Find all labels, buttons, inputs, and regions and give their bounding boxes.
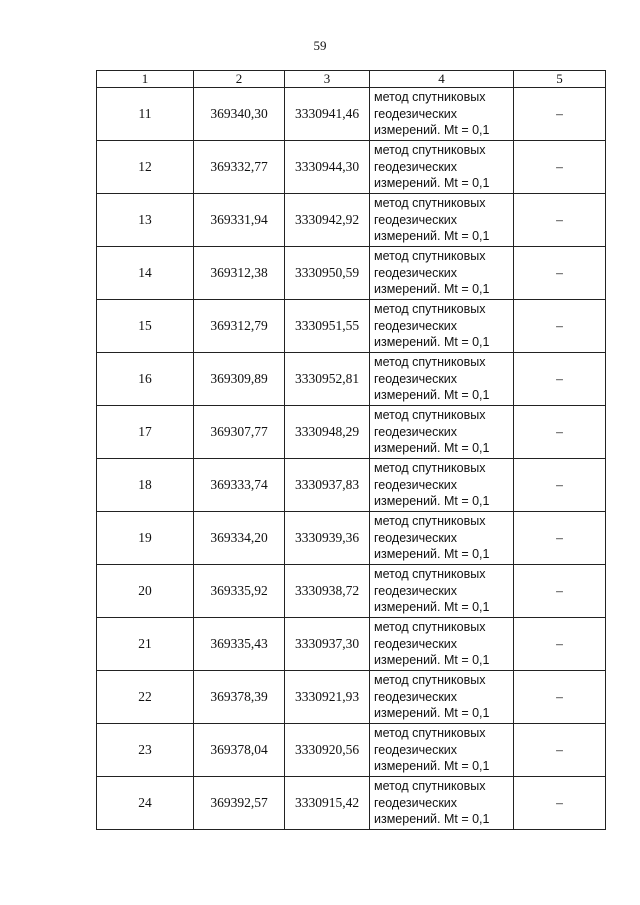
column-5-cell: – (514, 141, 606, 194)
method-line: метод спутниковых (374, 302, 486, 317)
table-row (97, 724, 606, 777)
x-coordinate-cell: 369307,77 (194, 406, 285, 459)
point-number-cell: 20 (97, 565, 194, 618)
table-row (97, 565, 606, 618)
method-line: геодезических (374, 742, 458, 757)
y-coordinate-cell: 3330942,92 (285, 194, 370, 247)
method-line: измерений. Mt = 0,1 (374, 653, 490, 668)
method-cell (370, 247, 514, 300)
method-line: геодезических (374, 371, 458, 386)
x-coordinate-cell: 369340,30 (194, 88, 285, 141)
x-coordinate-cell: 369335,92 (194, 565, 285, 618)
method-line: геодезических (374, 689, 458, 704)
method-cell (370, 724, 514, 777)
point-number-cell: 19 (97, 512, 194, 565)
method-line: измерений. Mt = 0,1 (374, 123, 490, 138)
column-5-cell: – (514, 406, 606, 459)
method-line: измерений. Mt = 0,1 (374, 494, 490, 509)
y-coordinate-cell: 3330950,59 (285, 247, 370, 300)
table-row (97, 141, 606, 194)
point-number-cell: 14 (97, 247, 194, 300)
column-5-cell: – (514, 724, 606, 777)
method-cell (370, 141, 514, 194)
x-coordinate-cell: 369378,39 (194, 671, 285, 724)
method-line: геодезических (374, 636, 458, 651)
method-line: геодезических (374, 424, 458, 439)
column-5-cell: – (514, 459, 606, 512)
method-line: геодезических (374, 583, 458, 598)
point-number-cell: 21 (97, 618, 194, 671)
x-coordinate-cell: 369378,04 (194, 724, 285, 777)
column-5-cell: – (514, 88, 606, 141)
x-coordinate-cell: 369392,57 (194, 777, 285, 830)
point-number-cell: 23 (97, 724, 194, 777)
method-cell (370, 88, 514, 141)
method-line: измерений. Mt = 0,1 (374, 176, 490, 191)
y-coordinate-cell: 3330921,93 (285, 671, 370, 724)
method-line: метод спутниковых (374, 514, 486, 529)
header-col-5: 5 (514, 71, 606, 88)
point-number-cell: 12 (97, 141, 194, 194)
column-5-cell: – (514, 300, 606, 353)
y-coordinate-cell: 3330951,55 (285, 300, 370, 353)
method-line: метод спутниковых (374, 249, 486, 264)
y-coordinate-cell: 3330941,46 (285, 88, 370, 141)
page-number: 59 (313, 38, 327, 53)
method-line: измерений. Mt = 0,1 (374, 706, 490, 721)
method-line: метод спутниковых (374, 620, 486, 635)
x-coordinate-cell: 369335,43 (194, 618, 285, 671)
x-coordinate-cell: 369312,38 (194, 247, 285, 300)
method-cell (370, 671, 514, 724)
header-col-2: 2 (194, 71, 285, 88)
method-line: геодезических (374, 318, 458, 333)
table-row (97, 459, 606, 512)
column-5-cell: – (514, 512, 606, 565)
column-5-cell: – (514, 671, 606, 724)
table-row (97, 247, 606, 300)
method-line: геодезических (374, 106, 458, 121)
table-row (97, 406, 606, 459)
coordinates-table (96, 70, 606, 830)
point-number-cell: 13 (97, 194, 194, 247)
point-number-cell: 22 (97, 671, 194, 724)
point-number-cell: 11 (97, 88, 194, 141)
method-cell (370, 353, 514, 406)
method-line: измерений. Mt = 0,1 (374, 600, 490, 615)
column-5-cell: – (514, 353, 606, 406)
column-5-cell: – (514, 194, 606, 247)
method-line: метод спутниковых (374, 726, 486, 741)
table-row (97, 671, 606, 724)
method-line: измерений. Mt = 0,1 (374, 335, 490, 350)
y-coordinate-cell: 3330937,83 (285, 459, 370, 512)
method-line: геодезических (374, 477, 458, 492)
method-line: измерений. Mt = 0,1 (374, 282, 490, 297)
method-line: измерений. Mt = 0,1 (374, 812, 490, 827)
header-row (97, 71, 606, 88)
column-5-cell: – (514, 618, 606, 671)
method-line: измерений. Mt = 0,1 (374, 388, 490, 403)
method-cell (370, 565, 514, 618)
x-coordinate-cell: 369309,89 (194, 353, 285, 406)
method-cell (370, 406, 514, 459)
method-line: метод спутниковых (374, 90, 486, 105)
x-coordinate-cell: 369332,77 (194, 141, 285, 194)
x-coordinate-cell: 369334,20 (194, 512, 285, 565)
method-line: геодезических (374, 212, 458, 227)
y-coordinate-cell: 3330937,30 (285, 618, 370, 671)
y-coordinate-cell: 3330952,81 (285, 353, 370, 406)
method-line: измерений. Mt = 0,1 (374, 547, 490, 562)
y-coordinate-cell: 3330948,29 (285, 406, 370, 459)
y-coordinate-cell: 3330938,72 (285, 565, 370, 618)
table-header (97, 71, 606, 88)
method-line: метод спутниковых (374, 673, 486, 688)
method-line: геодезических (374, 159, 458, 174)
method-line: метод спутниковых (374, 143, 486, 158)
method-cell (370, 459, 514, 512)
y-coordinate-cell: 3330939,36 (285, 512, 370, 565)
table-row (97, 88, 606, 141)
header-col-1: 1 (97, 71, 194, 88)
x-coordinate-cell: 369331,94 (194, 194, 285, 247)
method-line: измерений. Mt = 0,1 (374, 441, 490, 456)
table-row (97, 618, 606, 671)
table-row (97, 353, 606, 406)
table-row (97, 194, 606, 247)
method-line: геодезических (374, 795, 458, 810)
point-number-cell: 18 (97, 459, 194, 512)
method-line: метод спутниковых (374, 461, 486, 476)
point-number-cell: 15 (97, 300, 194, 353)
header-col-4: 4 (370, 71, 514, 88)
method-line: метод спутниковых (374, 196, 486, 211)
method-line: метод спутниковых (374, 779, 486, 794)
x-coordinate-cell: 369312,79 (194, 300, 285, 353)
table-body (97, 88, 606, 830)
method-line: метод спутниковых (374, 567, 486, 582)
point-number-cell: 24 (97, 777, 194, 830)
column-5-cell: – (514, 247, 606, 300)
column-5-cell: – (514, 565, 606, 618)
method-line: метод спутниковых (374, 355, 486, 370)
y-coordinate-cell: 3330920,56 (285, 724, 370, 777)
method-cell (370, 618, 514, 671)
method-line: геодезических (374, 530, 458, 545)
x-coordinate-cell: 369333,74 (194, 459, 285, 512)
method-cell (370, 194, 514, 247)
method-cell (370, 300, 514, 353)
y-coordinate-cell: 3330944,30 (285, 141, 370, 194)
method-line: метод спутниковых (374, 408, 486, 423)
table-row (97, 512, 606, 565)
method-line: геодезических (374, 265, 458, 280)
method-line: измерений. Mt = 0,1 (374, 229, 490, 244)
table-row (97, 300, 606, 353)
column-5-cell: – (514, 777, 606, 830)
method-line: измерений. Mt = 0,1 (374, 759, 490, 774)
y-coordinate-cell: 3330915,42 (285, 777, 370, 830)
method-cell (370, 777, 514, 830)
header-col-3: 3 (285, 71, 370, 88)
table-row (97, 777, 606, 830)
method-cell (370, 512, 514, 565)
point-number-cell: 17 (97, 406, 194, 459)
point-number-cell: 16 (97, 353, 194, 406)
